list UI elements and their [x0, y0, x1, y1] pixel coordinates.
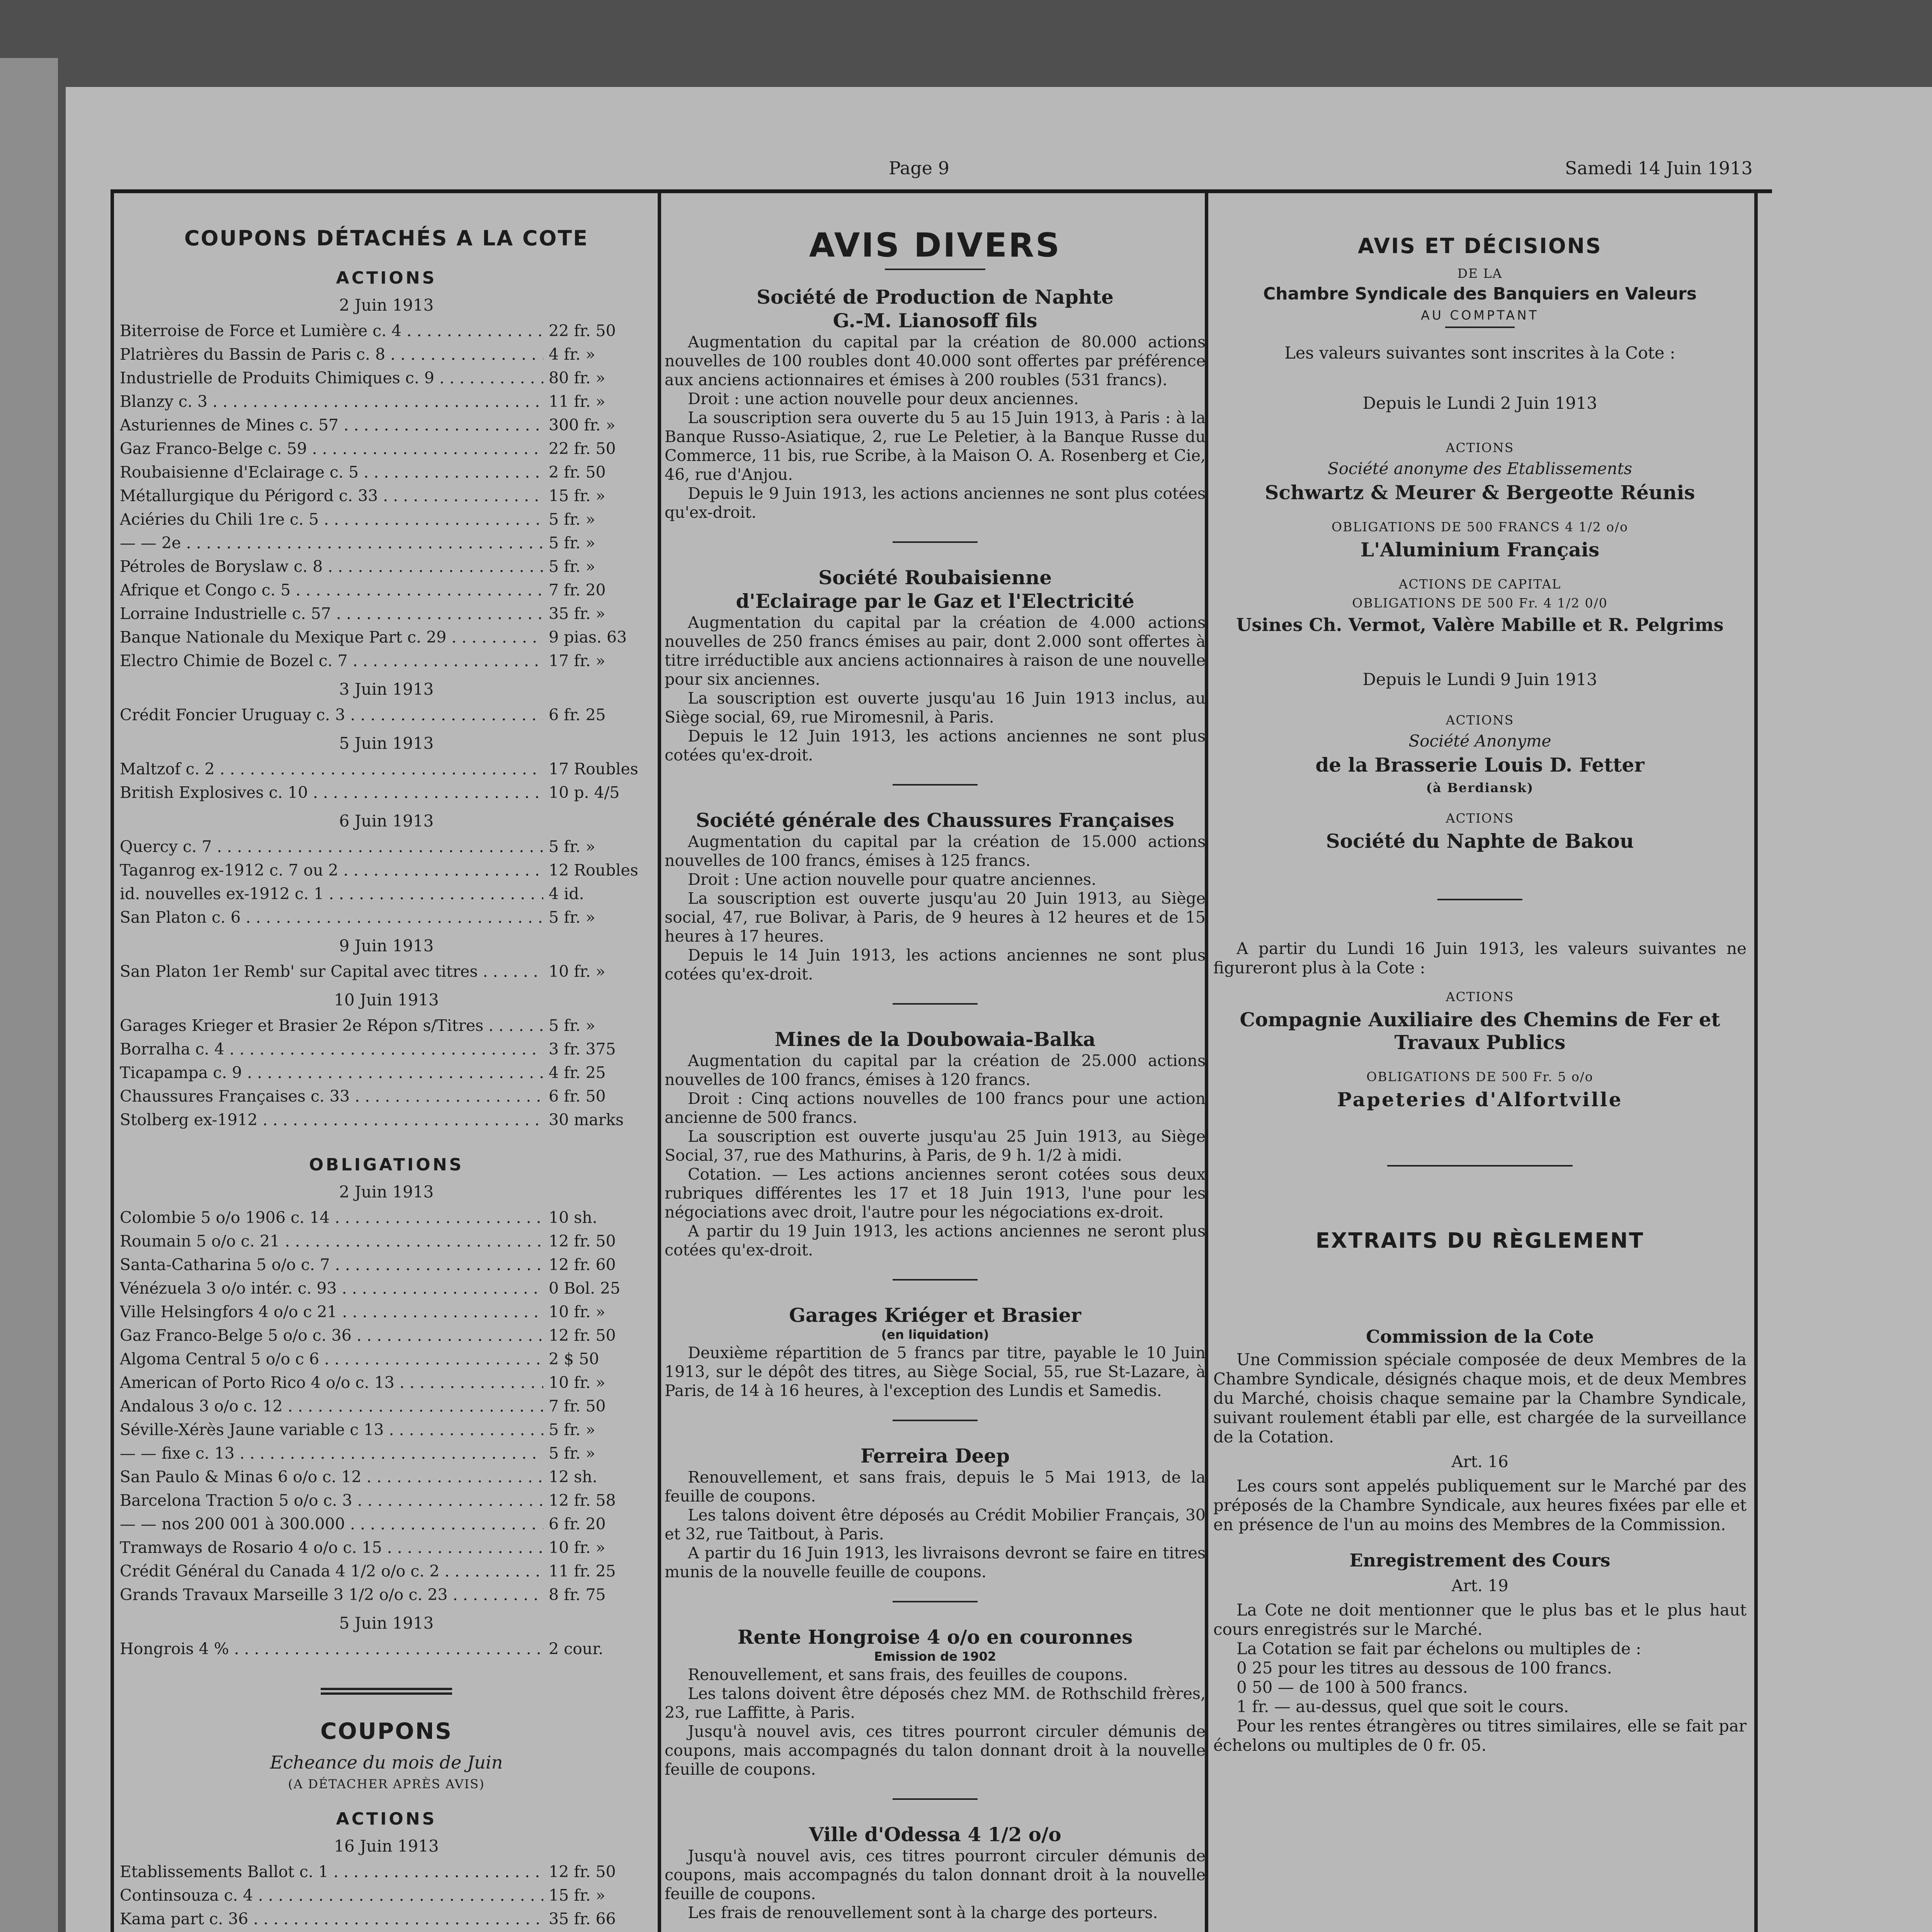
- section-rule: [1387, 1165, 1573, 1167]
- coupon-value: 12 fr. 60: [549, 1255, 616, 1274]
- column-title: AVIS DIVERS: [809, 226, 1061, 265]
- coupon-value: 6 fr. 20: [549, 1515, 606, 1533]
- security-name: Industrielle de Produits Chimiques c. 9 . . .: [120, 366, 543, 390]
- security-name: Pétroles de Boryslaw c. 8 . . .: [120, 555, 543, 578]
- item-paragraph: La souscription est ouverte jusqu'au 16 Juin 1913 inclus, au Siège social, 69, rue Miromesnil, à Paris.: [665, 689, 1206, 726]
- date-heading: 2 Juin 1913: [339, 1182, 434, 1201]
- list-item: [120, 1884, 653, 1907]
- list-item: [120, 781, 653, 804]
- company-prefix: Société Anonyme: [1408, 731, 1551, 750]
- double-rule: [321, 1688, 452, 1695]
- coupon-value: 10 p. 4/5: [549, 783, 620, 802]
- coupon-value: 4 fr. »: [549, 345, 595, 364]
- item-paragraph: A partir du 19 Juin 1913, les actions anciennes ne seront plus cotées qu'ex-droit.: [665, 1222, 1206, 1259]
- coupon-value: 17 Roubles: [549, 760, 638, 778]
- actions-label: ACTIONS: [1446, 989, 1514, 1004]
- since-date: Depuis le Lundi 2 Juin 1913: [1362, 394, 1597, 413]
- list-item: [120, 626, 653, 649]
- security-name: Maltzof c. 2 . . .: [120, 757, 543, 781]
- avis-divers-column: [665, 195, 1206, 1932]
- coupon-value: 5 fr. »: [549, 534, 595, 552]
- item-paragraph: Renouvellement, et sans frais, des feuilles de coupons.: [688, 1665, 1128, 1684]
- coupon-value: 30 marks: [549, 1111, 624, 1129]
- company-name: Usines Ch. Vermot, Valère Mabille et R. Pelgrims: [1236, 614, 1724, 635]
- list-item: [120, 1583, 653, 1607]
- actions-label: ACTIONS DE CAPITAL: [1398, 577, 1561, 592]
- item-title: Société générale des Chaussures Françaises: [696, 809, 1175, 832]
- coupon-value: 15 fr. »: [549, 1886, 605, 1905]
- list-item: [120, 1512, 653, 1536]
- security-name: Biterroise de Force et Lumière c. 4 . . .: [120, 319, 543, 343]
- company-name: Société du Naphte de Bakou: [1326, 830, 1634, 852]
- security-name: Continsouza c. 4 . . .: [120, 1884, 543, 1907]
- section-head: ACTIONS: [336, 268, 437, 288]
- item-paragraph: Augmentation du capital par la création de 15.000 actions nouvelles de 100 francs, émises à 125 francs.: [665, 832, 1206, 870]
- coupon-value: 300 fr. »: [549, 416, 616, 434]
- item-rule: [893, 1601, 978, 1602]
- security-name: Algoma Central 5 o/o c 6 . . .: [120, 1347, 543, 1371]
- list-item: [120, 366, 653, 390]
- security-name: Borralha c. 4 . . .: [120, 1037, 543, 1061]
- comptant: AU COMPTANT: [1421, 308, 1539, 323]
- section-head: ACTIONS: [336, 1809, 437, 1829]
- list-item: [120, 555, 653, 578]
- column-rule: [1754, 193, 1758, 1932]
- article-number: Art. 19: [1451, 1576, 1509, 1595]
- item-paragraph: A partir du 16 Juin 1913, les livraisons devront se faire en titres munis de la nouvelle feuille de coupons.: [665, 1544, 1206, 1581]
- section-head: OBLIGATIONS: [309, 1155, 464, 1175]
- list-item: [120, 1300, 653, 1324]
- list-item: [120, 703, 653, 727]
- coupon-value: 12 fr. 50: [549, 1862, 616, 1881]
- date-heading: 5 Juin 1913: [339, 734, 434, 753]
- security-name: Roubaisienne d'Eclairage c. 5 . . .: [120, 461, 543, 484]
- list-item: [120, 1061, 653, 1085]
- item-paragraph: La souscription est ouverte jusqu'au 25 Juin 1913, au Siège Social, 37, rue des Mathurins, à Paris, de 9 h. 1/2 à midi.: [665, 1127, 1206, 1165]
- coupon-value: 10 sh.: [549, 1208, 597, 1227]
- security-name: Crédit Général du Canada 4 1/2 o/o c. 2 . . .: [120, 1560, 543, 1583]
- list-item: [120, 484, 653, 508]
- coupon-value: 5 fr. »: [549, 510, 595, 529]
- item-title: Mines de la Doubowaia-Balka: [774, 1028, 1096, 1051]
- item-rule: [893, 784, 978, 786]
- item-subtitle: (en liquidation): [881, 1327, 989, 1342]
- security-name: Hongrois 4 % . . .: [120, 1637, 543, 1661]
- top-rule: [111, 189, 1772, 193]
- coupon-value: 80 fr. »: [549, 369, 605, 387]
- coupon-value: 9 pias. 63: [549, 628, 627, 646]
- item-paragraph: Depuis le 9 Juin 1913, les actions anciennes ne sont plus cotées qu'ex-droit.: [665, 484, 1206, 522]
- item-title: Ville d'Odessa 4 1/2 o/o: [809, 1823, 1061, 1846]
- list-item: [120, 1014, 653, 1037]
- obligations-list: [120, 1182, 653, 1661]
- security-name: Chaussures Françaises c. 33 . . .: [120, 1085, 543, 1108]
- intro: Les valeurs suivantes sont inscrites à la Cote :: [1284, 344, 1675, 363]
- list-item: [120, 1489, 653, 1512]
- security-name: Grands Travaux Marseille 3 1/2 o/o c. 23 . . .: [120, 1583, 543, 1607]
- commission-title: Commission de la Cote: [1366, 1326, 1594, 1347]
- coupon-value: 3 fr. 375: [549, 1040, 616, 1058]
- security-name: Stolberg ex-1912 . . .: [120, 1108, 543, 1132]
- oblig-label: OBLIGATIONS DE 500 FRANCS 4 1/2 o/o: [1332, 519, 1628, 534]
- coupon-value: 2 fr. 50: [549, 463, 606, 481]
- security-name: American of Porto Rico 4 o/o c. 13 . . .: [120, 1371, 543, 1395]
- company-prefix: Société anonyme des Etablissements: [1327, 459, 1633, 478]
- date-heading: 16 Juin 1913: [334, 1837, 439, 1855]
- list-item: [120, 1395, 653, 1418]
- security-name: Blanzy c. 3 . . .: [120, 390, 543, 413]
- list-item: [120, 882, 653, 906]
- coupon-value: 11 fr. »: [549, 392, 605, 411]
- list-item: [120, 1253, 653, 1277]
- coupon-value: 2 $ 50: [549, 1350, 599, 1368]
- item-paragraph: Depuis le 14 Juin 1913, les actions anciennes ne sont plus cotées qu'ex-droit.: [665, 946, 1206, 983]
- list-item: [120, 1324, 653, 1347]
- company-name: Papeteries d'Alfortville: [1337, 1088, 1623, 1111]
- company-name: L'Aluminium Français: [1360, 538, 1600, 561]
- item-title: G.-M. Lianosoff fils: [833, 309, 1037, 332]
- item-rule: [893, 1798, 978, 1800]
- item-rule: [893, 1003, 978, 1005]
- security-name: Andalous 3 o/o c. 12 . . .: [120, 1395, 543, 1418]
- security-name: Santa-Catharina 5 o/o c. 7 . . .: [120, 1253, 543, 1277]
- list-item: [120, 390, 653, 413]
- coupon-value: 12 sh.: [549, 1468, 597, 1486]
- security-name: Lorraine Industrielle c. 57 . . .: [120, 602, 543, 626]
- coupon-value: 5 fr. »: [549, 557, 595, 576]
- security-name: Ticapampa c. 9 . . .: [120, 1061, 543, 1085]
- coupon-value: 4 id.: [549, 884, 584, 903]
- security-name: Métallurgique du Périgord c. 33 . . .: [120, 484, 543, 508]
- list-item: [120, 757, 653, 781]
- item-paragraph: Jusqu'à nouvel avis, ces titres pourront circuler démunis de coupons, mais accompagnés du talon donnant droit à la nouvelle feuille de coupons.: [665, 1722, 1206, 1779]
- security-name: Vénézuela 3 o/o intér. c. 93 . . .: [120, 1277, 543, 1300]
- item-title: d'Eclairage par le Gaz et l'Electricité: [736, 590, 1134, 612]
- page-number: Page 9: [889, 158, 949, 179]
- list-item: [120, 1347, 653, 1371]
- company-name: Compagnie Auxiliaire des Chemins de Fer et Travaux Publics: [1240, 1008, 1720, 1054]
- coupon-value: 35 fr. »: [549, 604, 605, 623]
- security-name: Séville-Xérès Jaune variable c 13 . . .: [120, 1418, 543, 1442]
- list-item: [120, 319, 653, 343]
- coupon-value: 4 fr. 25: [549, 1063, 606, 1082]
- section-rule: [1437, 899, 1522, 900]
- article-text: Les cours sont appelés publiquement sur le Marché par des préposés de la Chambre Syndicale, aux heures fixées par elle et en présence de l'un au moins des Membres de la Commission.: [1213, 1476, 1747, 1534]
- list-item: [120, 835, 653, 859]
- coupon-value: 5 fr. »: [549, 1444, 595, 1463]
- list-item: [120, 343, 653, 366]
- date-heading: 5 Juin 1913: [339, 1614, 434, 1633]
- article-text: 0 50 — de 100 à 500 francs.: [1236, 1678, 1468, 1697]
- actions-label: ACTIONS: [1446, 713, 1514, 728]
- coupon-value: 6 fr. 50: [549, 1087, 606, 1105]
- actions-label: ACTIONS: [1446, 811, 1514, 826]
- title-rule: [1445, 327, 1515, 328]
- list-item: [120, 531, 653, 555]
- list-item: [120, 1442, 653, 1465]
- actions-list: [120, 1837, 653, 1932]
- item-paragraph: Les talons doivent être déposés chez MM. de Rothschild frères, 23, rue Laffitte, à Paris.: [665, 1684, 1206, 1722]
- list-item: [120, 649, 653, 673]
- list-item: [120, 1418, 653, 1442]
- security-name: British Explosives c. 10 . . .: [120, 781, 543, 804]
- oblig-label: OBLIGATIONS DE 500 Fr. 4 1/2 0/0: [1352, 595, 1608, 611]
- commission-text: Une Commission spéciale composée de deux Membres de la Chambre Syndicale, désignés chaque mois, et de deux Membres du Marché, choisis chaque semaine par la Chambre Syndicale, suivant roulement établi par elle, est chargée de la surveillance de la Cotation.: [1213, 1350, 1747, 1446]
- security-name: Electro Chimie de Bozel c. 7 . . .: [120, 649, 543, 673]
- decisions-column: [1213, 195, 1747, 1932]
- security-name: Tramways de Rosario 4 o/o c. 15 . . .: [120, 1536, 543, 1560]
- de-la: DE LA: [1457, 266, 1503, 281]
- page-date: Samedi 14 Juin 1913: [1565, 158, 1753, 179]
- since-date: Depuis le Lundi 9 Juin 1913: [1362, 670, 1597, 689]
- coupon-value: 0 Bol. 25: [549, 1279, 621, 1298]
- security-name: San Platon 1er Remb' sur Capital avec titres . . .: [120, 960, 543, 983]
- security-name: Asturiennes de Mines c. 57 . . .: [120, 413, 543, 437]
- company-name: Schwartz & Meurer & Bergeotte Réunis: [1265, 481, 1695, 504]
- coupon-value: 5 fr. »: [549, 837, 595, 856]
- list-item: [120, 1560, 653, 1583]
- item-paragraph: Augmentation du capital par la création de 4.000 actions nouvelles de 250 francs émises au pair, dont 2.000 sont offertes à titre irréductible aux anciens actionnaires à raison de une nouvelle pour six anciennes.: [665, 613, 1206, 689]
- coupon-value: 15 fr. »: [549, 486, 605, 505]
- coupons-note: (A DÉTACHER APRÈS AVIS): [288, 1777, 485, 1791]
- coupon-value: 7 fr. 20: [549, 581, 606, 599]
- item-title: Ferreira Deep: [860, 1444, 1010, 1467]
- item-paragraph: Deuxième répartition de 5 francs par titre, payable le 10 Juin 1913, sur le dépôt des titres, au Siège Social, 55, rue St-Lazare, à Paris, de 14 à 16 heures, à l'exception des Lundis et Samedis.: [665, 1344, 1206, 1400]
- item-paragraph: Droit : une action nouvelle pour deux anciennes.: [688, 389, 1079, 408]
- coupon-value: 35 fr. 66: [549, 1910, 616, 1928]
- column-rule: [111, 193, 114, 1932]
- security-name: Quercy c. 7 . . .: [120, 835, 543, 859]
- scan-margin-left: [0, 58, 58, 1932]
- list-item: [120, 508, 653, 531]
- list-item: [120, 960, 653, 983]
- coupon-value: 10 fr. »: [549, 1303, 605, 1321]
- article-number: Art. 16: [1451, 1452, 1509, 1471]
- avis-list: [665, 286, 1206, 1932]
- item-subtitle: Emission de 1902: [874, 1649, 996, 1664]
- item-rule: [893, 1279, 978, 1281]
- item-title: Société Roubaisienne: [818, 566, 1052, 589]
- security-name: Roumain 5 o/o c. 21 . . .: [120, 1230, 543, 1253]
- item-paragraph: Augmentation du capital par la création de 25.000 actions nouvelles de 100 francs, émises à 120 francs.: [665, 1051, 1206, 1089]
- item-rule: [893, 541, 978, 543]
- item-paragraph: Les frais de renouvellement sont à la charge des porteurs.: [688, 1903, 1158, 1922]
- coupon-value: 10 fr. »: [549, 962, 605, 981]
- article-text: 0 25 pour les titres au dessous de 100 francs.: [1236, 1658, 1612, 1677]
- security-name: — — 2e . . .: [120, 531, 543, 555]
- list-item: [120, 1037, 653, 1061]
- coupon-value: 17 fr. »: [549, 651, 605, 670]
- security-name: Garages Krieger et Brasier 2e Répon s/Titres . . .: [120, 1014, 543, 1037]
- list-item: [120, 602, 653, 626]
- item-paragraph: Droit : Cinq actions nouvelles de 100 francs pour une action ancienne de 500 francs.: [665, 1089, 1206, 1127]
- security-name: Gaz Franco-Belge c. 59 . . .: [120, 437, 543, 461]
- date-heading: 10 Juin 1913: [334, 990, 439, 1009]
- list-item: [120, 859, 653, 882]
- date-heading: 3 Juin 1913: [339, 680, 434, 699]
- security-name: Aciéries du Chili 1re c. 5 . . .: [120, 508, 543, 531]
- date-heading: 2 Juin 1913: [339, 296, 434, 315]
- list-item: [120, 1371, 653, 1395]
- coupons-subtitle: Echeance du mois de Juin: [270, 1752, 503, 1773]
- security-name: Crédit Foncier Uruguay c. 3 . . .: [120, 703, 543, 727]
- list-item: [120, 1085, 653, 1108]
- chambre-name: Chambre Syndicale des Banquiers en Valeurs: [1263, 284, 1697, 304]
- coupon-value: 12 fr. 50: [549, 1326, 616, 1345]
- security-name: Ville Helsingfors 4 o/o c 21 . . .: [120, 1300, 543, 1324]
- date-heading: 9 Juin 1913: [339, 936, 434, 955]
- item-rule: [893, 1420, 978, 1421]
- actions-label: ACTIONS: [1446, 440, 1514, 455]
- list-item: [120, 1230, 653, 1253]
- actions-list: [120, 296, 653, 1132]
- coupon-value: 12 fr. 58: [549, 1491, 616, 1510]
- security-name: Colombie 5 o/o 1906 c. 14 . . .: [120, 1206, 543, 1230]
- coupon-value: 12 fr. 50: [549, 1232, 616, 1250]
- list-item: [120, 1108, 653, 1132]
- list-item: [120, 1637, 653, 1661]
- list-item: [120, 1465, 653, 1489]
- item-paragraph: Cotation. — Les actions anciennes seront cotées sous deux rubriques différentes les 17 et 18 Juin 1913, l'une pour les négociations avec droit, l'autre pour les négociations ex-droit.: [665, 1165, 1206, 1221]
- coupon-value: 5 fr. »: [549, 1016, 595, 1035]
- coupon-value: 5 fr. »: [549, 1420, 595, 1439]
- security-name: Afrique et Congo c. 5 . . .: [120, 578, 543, 602]
- oblig-label: OBLIGATIONS DE 500 Fr. 5 o/o: [1366, 1069, 1594, 1084]
- list-item: [120, 1277, 653, 1300]
- security-name: Banque Nationale du Mexique Part c. 29 . . .: [120, 626, 543, 649]
- column-title: COUPONS DÉTACHÉS A LA COTE: [184, 226, 589, 250]
- list-item: [120, 1206, 653, 1230]
- coupon-value: 22 fr. 50: [549, 321, 616, 340]
- item-paragraph: Les talons doivent être déposés au Crédit Mobilier Français, 30 et 32, rue Taitbout, à Paris.: [665, 1506, 1206, 1543]
- security-name: Kama part c. 36 . . .: [120, 1907, 543, 1931]
- list-item: [120, 1536, 653, 1560]
- coupon-value: 12 Roubles: [549, 861, 638, 879]
- security-name: Etablissements Ballot c. 1 . . .: [120, 1860, 543, 1884]
- security-name: San Platon c. 6 . . .: [120, 906, 543, 929]
- column-title: AVIS ET DÉCISIONS: [1358, 234, 1602, 258]
- list-item: [120, 578, 653, 602]
- article-text: La Cote ne doit mentionner que le plus bas et le plus haut cours enregistrés sur le Marché.: [1213, 1600, 1747, 1639]
- list-item: [120, 1907, 653, 1931]
- list-item: [120, 437, 653, 461]
- item-paragraph: Augmentation du capital par la création de 80.000 actions nouvelles de 100 roubles dont 40.000 sont offertes par préférence aux anciens actionnaires et émises à 200 roubles (531 francs).: [665, 333, 1206, 389]
- item-title: Rente Hongroise 4 o/o en couronnes: [737, 1626, 1133, 1648]
- reglement-title: EXTRAITS DU RÈGLEMENT: [1315, 1228, 1645, 1253]
- coupon-value: 5 fr. »: [549, 908, 595, 927]
- item-title: Société de Production de Naphte: [757, 286, 1114, 308]
- coupon-value: 7 fr. 50: [549, 1397, 606, 1415]
- item-paragraph: Depuis le 12 Juin 1913, les actions anciennes ne sont plus cotées qu'ex-droit.: [665, 727, 1206, 764]
- coupon-value: 10 fr. »: [549, 1538, 605, 1557]
- coupons-column: [120, 195, 653, 1932]
- security-name: — — nos 200 001 à 300.000 . . .: [120, 1512, 543, 1536]
- article-text: 1 fr. — au-dessus, quel que soit le cours.: [1236, 1697, 1569, 1716]
- column-rule: [658, 193, 661, 1932]
- article-text: La Cotation se fait par échelons ou multiples de :: [1236, 1639, 1641, 1658]
- item-paragraph: La souscription sera ouverte du 5 au 15 Juin 1913, à Paris : à la Banque Russo-Asiatique, 2, rue Le Peletier, à la Banque Russe du Commerce, 11 bis, rue Scribe, à la Maison O. A. Rosenberg et Cie, 46, rue d'Anjou.: [665, 408, 1206, 484]
- article-text: Pour les rentes étrangères ou titres similaires, elle se fait par échelons ou multiples de 0 fr. 05.: [1213, 1716, 1747, 1755]
- security-name: id. nouvelles ex-1912 c. 1 . . .: [120, 882, 543, 906]
- title-rule: [885, 269, 985, 270]
- coupon-value: 11 fr. 25: [549, 1562, 616, 1580]
- coupon-value: 6 fr. 25: [549, 706, 606, 724]
- security-name: — — fixe c. 13 . . .: [120, 1442, 543, 1465]
- security-name: San Paulo & Minas 6 o/o c. 12 . . .: [120, 1465, 543, 1489]
- company-location: (à Berdiansk): [1426, 780, 1534, 795]
- coupon-value: 2 cour.: [549, 1639, 604, 1658]
- removal-notice: A partir du Lundi 16 Juin 1913, les valeurs suivantes ne figureront plus à la Cote :: [1213, 939, 1747, 977]
- list-item: [120, 1860, 653, 1884]
- date-heading: 6 Juin 1913: [339, 811, 434, 830]
- security-name: Taganrog ex-1912 c. 7 ou 2 . . .: [120, 859, 543, 882]
- company-name: de la Brasserie Louis D. Fetter: [1315, 753, 1645, 776]
- coupon-value: 10 fr. »: [549, 1373, 605, 1392]
- enregistrement-title: Enregistrement des Cours: [1349, 1550, 1611, 1571]
- security-name: Barcelona Traction 5 o/o c. 3 . . .: [120, 1489, 543, 1512]
- security-name: Gaz Franco-Belge 5 o/o c. 36 . . .: [120, 1324, 543, 1347]
- item-paragraph: La souscription est ouverte jusqu'au 20 Juin 1913, au Siège social, 47, rue Bolivar, à Paris, de 9 heures à 12 heures et de 15 heures à 17 heures.: [665, 889, 1206, 946]
- item-paragraph: Droit : Une action nouvelle pour quatre anciennes.: [688, 870, 1097, 889]
- coupons-title: COUPONS: [320, 1718, 453, 1744]
- security-name: Platrières du Bassin de Paris c. 8 . . .: [120, 343, 543, 366]
- coupon-value: 22 fr. 50: [549, 439, 616, 458]
- list-item: [120, 906, 653, 929]
- coupon-value: 8 fr. 75: [549, 1585, 606, 1604]
- list-item: [120, 461, 653, 484]
- item-title: Garages Kriéger et Brasier: [789, 1304, 1081, 1327]
- item-paragraph: Renouvellement, et sans frais, depuis le 5 Mai 1913, de la feuille de coupons.: [665, 1468, 1206, 1505]
- item-paragraph: Jusqu'à nouvel avis, ces titres pourront circuler démunis de coupons, mais accompagnés du talon donnant droit à la nouvelle feuille de coupons.: [665, 1847, 1206, 1903]
- list-item: [120, 413, 653, 437]
